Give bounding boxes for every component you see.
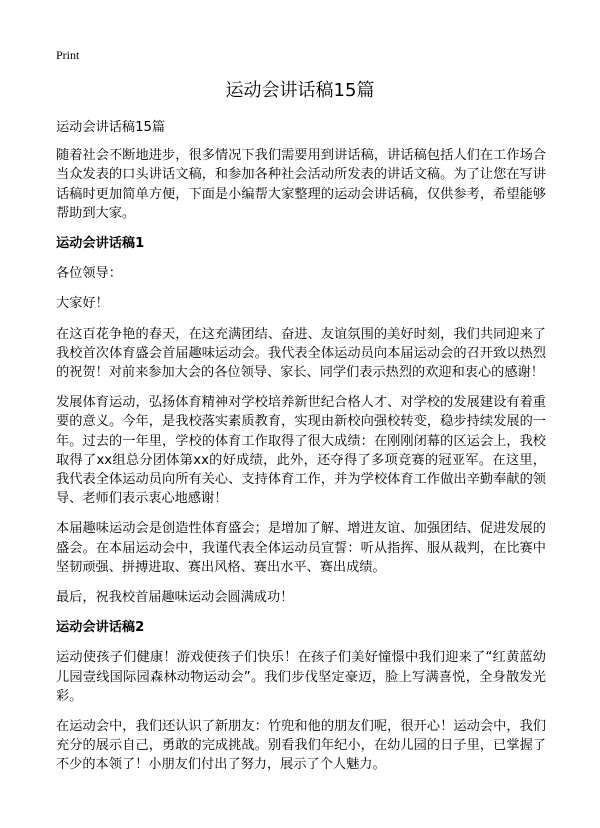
section-1-paragraph: 发展体育运动，弘扬体育精神对学校培养新世纪合格人才、对学校的发展建设有着重要的意义。今年，是我校落实素质教育，实现由新校向强校转变，稳步持续发展的一年。过去的一年里，学校的体育工作取得了很大成绩：在刚刚闭幕的区运会上，我校取得了xx组总分团体第xx的好成绩，此外，还夺得了多项竞赛的冠亚军。在这里，我代表全体运动员向所有关心、支持体育工作，并为学校体育工作做出辛勤奉献的领导、老师们表示衷心地感谢！ (56, 395, 546, 507)
document-subtitle: 运动会讲话稿15篇 (56, 120, 166, 135)
section-2-heading: 运动会讲话稿2 (56, 620, 145, 636)
document-body (56, 118, 546, 786)
section-2-paragraph: 运动使孩子们健康！游戏使孩子们快乐！在孩子们美好憧憬中我们迎来了“红黄蓝幼儿园壹线国际园森林动物运动会”。我们步伐坚定豪迈，脸上写满喜悦，全身散发光彩。 (56, 650, 546, 704)
section-1-paragraph: 最后，祝我校首届趣味运动会圆满成功！ (56, 590, 294, 606)
section-1-paragraph: 大家好！ (56, 296, 109, 312)
section-2-paragraph: 在运动会中，我们还认识了新朋友：竹兜和他的朋友们呢，很开心！运动会中，我们充分的展示自己，勇敢的完成挑战。别看我们年纪小，在幼儿园的日子里，已掌握了不少的本领了！小朋友们付出了努力，展示了个人魅力。 (56, 719, 546, 773)
page-title: 运动会讲话稿15篇 (225, 80, 375, 101)
section-1-heading: 运动会讲话稿1 (56, 236, 145, 252)
section-1-paragraph: 各位领导： (56, 266, 122, 282)
section-1-paragraph: 本届趣味运动会是创造性体育盛会；是增加了解、增进友谊、加强团结、促进发展的盛会。在本届运动会中，我谨代表全体运动员宣誓：听从指挥、服从裁判，在比赛中坚韧顽强、拼搏进取、赛出风格、赛出水平、赛出成绩。 (56, 521, 546, 575)
section-1-paragraph: 在这百花争艳的春天，在这充满团结、奋进、友谊氛围的美好时刻，我们共同迎来了我校首次体育盛会首届趣味运动会。我代表全体运动员向本届运动会的召开致以热烈的祝贺！对前来参加大会的各位领导、家长、同学们表示热烈的欢迎和衷心的感谢！ (56, 326, 546, 381)
print-label: Print (56, 48, 80, 62)
intro-paragraph: 随着社会不断地进步，很多情况下我们需要用到讲话稿，讲话稿包括人们在工作场合当众发表的口头讲话文稿，和参加各种社会活动所发表的讲话文稿。为了让您在写讲话稿时更加简单方便，下面是小编帮大家整理的运动会讲话稿，仅供参考，希望能够帮助到大家。 (56, 148, 546, 221)
